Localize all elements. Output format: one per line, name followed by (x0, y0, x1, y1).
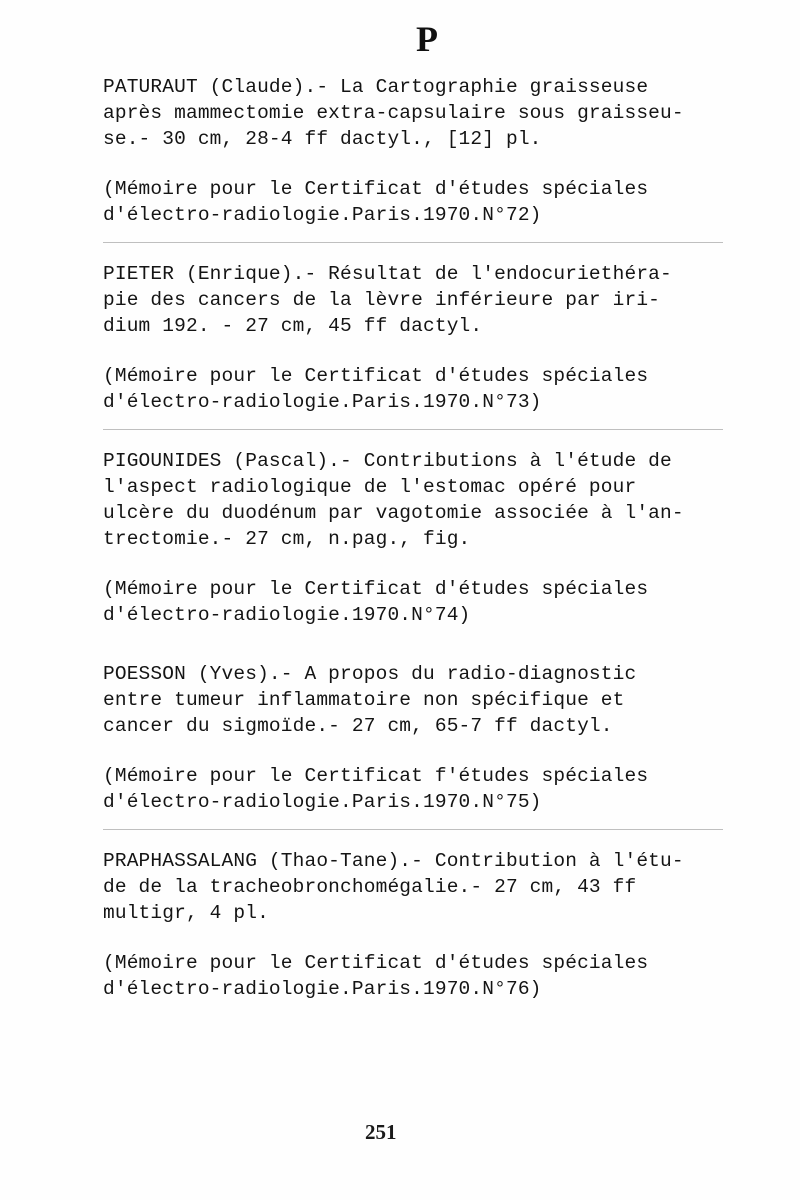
memo-line: (Mémoire pour le Certificat d'études spéciales (103, 178, 649, 200)
entry-paturaut (103, 74, 723, 228)
entry-poesson (103, 661, 723, 815)
memo-line: d'électro-radiologie.Paris.1970.N°76) (103, 978, 542, 1000)
entry-line: pie des cancers de la lèvre inférieure par iri- (103, 289, 661, 311)
entry-memo (103, 176, 723, 228)
memo-line: (Mémoire pour le Certificat d'études spéciales (103, 952, 649, 974)
entry-line: l'aspect radiologique de l'estomac opéré pour (103, 476, 637, 498)
entry-pigounides (103, 448, 723, 628)
entries-list (103, 74, 723, 1002)
entry-divider (103, 242, 723, 243)
entry-memo (103, 950, 723, 1002)
entry-line: multigr, 4 pl. (103, 902, 269, 924)
entry-line: PRAPHASSALANG (Thao-Tane).- Contribution à l'étu- (103, 850, 684, 872)
memo-line: d'électro-radiologie.Paris.1970.N°72) (103, 204, 542, 226)
entry-line: entre tumeur inflammatoire non spécifique et (103, 689, 625, 711)
entry-divider (103, 829, 723, 830)
entry-line: cancer du sigmoïde.- 27 cm, 65-7 ff dactyl. (103, 715, 613, 737)
memo-line: (Mémoire pour le Certificat d'études spéciales (103, 578, 649, 600)
memo-line: d'électro-radiologie.Paris.1970.N°73) (103, 391, 542, 413)
entry-line: dium 192. - 27 cm, 45 ff dactyl. (103, 315, 483, 337)
entry-line: POESSON (Yves).- A propos du radio-diagnostic (103, 663, 637, 685)
entry-line: PIGOUNIDES (Pascal).- Contributions à l'étude de (103, 450, 672, 472)
entry-line: se.- 30 cm, 28-4 ff dactyl., [12] pl. (103, 128, 542, 150)
entry-line: ulcère du duodénum par vagotomie associée à l'an- (103, 502, 684, 524)
memo-line: d'électro-radiologie.Paris.1970.N°75) (103, 791, 542, 813)
memo-line: (Mémoire pour le Certificat d'études spéciales (103, 365, 649, 387)
entry-memo (103, 763, 723, 815)
entry-line: PATURAUT (Claude).- La Cartographie graisseuse (103, 76, 649, 98)
memo-line: (Mémoire pour le Certificat f'études spéciales (103, 765, 649, 787)
page-number: 251 (365, 1120, 397, 1144)
entry-line: PIETER (Enrique).- Résultat de l'endocuriethéra- (103, 263, 672, 285)
entry-line: de de la tracheobronchomégalie.- 27 cm, 43 ff (103, 876, 637, 898)
entry-praphassalang (103, 848, 723, 1002)
entry-memo (103, 576, 723, 628)
section-letter: P (416, 19, 438, 59)
entry-line: après mammectomie extra-capsulaire sous graisseu- (103, 102, 684, 124)
entry-divider (103, 429, 723, 430)
entry-memo (103, 363, 723, 415)
memo-line: d'électro-radiologie.1970.N°74) (103, 604, 471, 626)
entry-line: trectomie.- 27 cm, n.pag., fig. (103, 528, 471, 550)
entry-pieter (103, 261, 723, 415)
